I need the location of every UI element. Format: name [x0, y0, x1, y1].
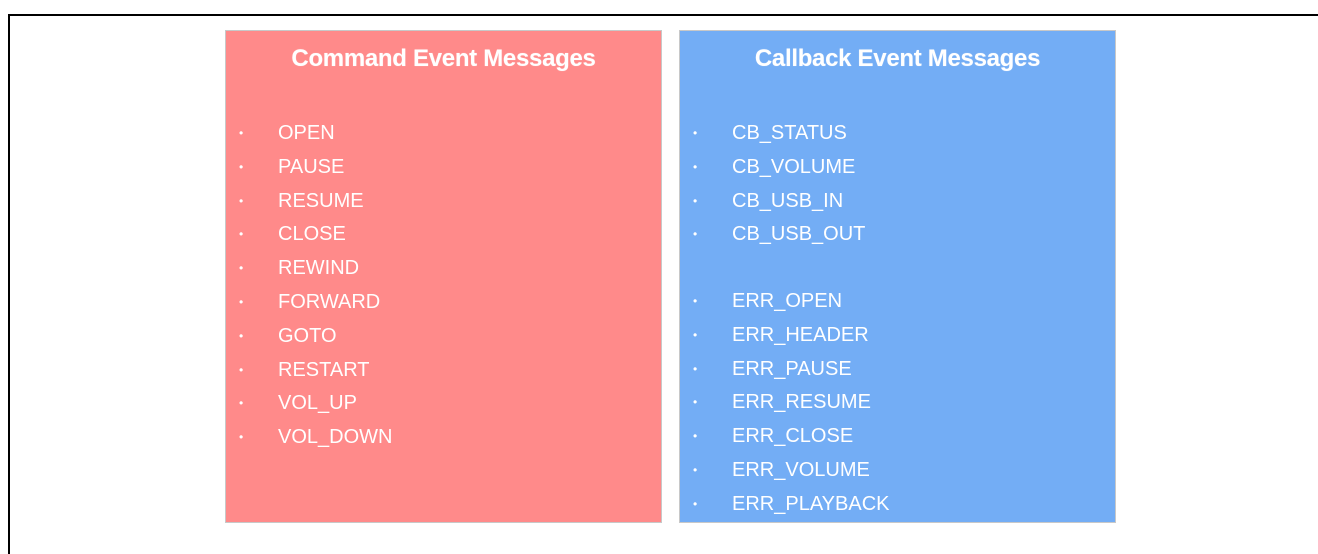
callback-event-panel: [679, 30, 1116, 523]
bullet-icon: •: [239, 261, 244, 276]
bullet-icon: •: [693, 429, 698, 444]
command-item-label: OPEN: [278, 122, 335, 144]
error-item-label: ERR_PLAYBACK: [732, 492, 890, 515]
command-item-label: VOL_UP: [278, 392, 357, 415]
error-item-label: ERR_RESUME: [732, 391, 871, 414]
command-item-label: RESUME: [278, 189, 364, 212]
bullet-icon: •: [693, 496, 698, 511]
error-item-label: ERR_PAUSE: [732, 357, 852, 380]
command-event-panel: [225, 30, 662, 523]
command-item-label: RESTART: [278, 358, 370, 381]
callback-panel-title: Callback Event Messages: [754, 45, 1041, 72]
bullet-icon: •: [693, 327, 698, 342]
command-item-label: FORWARD: [278, 290, 381, 313]
bullet-icon: •: [239, 430, 244, 445]
error-item-label: ERR_HEADER: [732, 323, 869, 346]
bullet-icon: •: [239, 193, 244, 208]
bullet-icon: •: [239, 294, 244, 309]
bullet-icon: •: [239, 362, 244, 377]
command-item-label: GOTO: [278, 324, 337, 347]
command-item-label: REWIND: [278, 257, 360, 280]
bullet-icon: •: [239, 396, 244, 411]
command-item-label: CLOSE: [278, 223, 346, 246]
error-item-label: ERR_CLOSE: [732, 425, 854, 448]
bullet-icon: •: [693, 361, 698, 376]
bullet-icon: •: [239, 227, 244, 242]
bullet-icon: •: [239, 159, 244, 174]
bullet-icon: •: [239, 126, 244, 140]
bullet-icon: •: [693, 395, 698, 410]
callback-item-label: CB_USB_IN: [732, 189, 844, 212]
bullet-icon: •: [693, 193, 698, 208]
callback-item-label: CB_USB_OUT: [732, 223, 866, 246]
callback-item-label: CB_VOLUME: [732, 155, 856, 178]
figure-frame: [8, 14, 1318, 554]
command-panel-title: Command Event Messages: [291, 45, 596, 72]
command-item-label: VOL_DOWN: [278, 426, 393, 449]
error-item-label: ERR_OPEN: [732, 290, 843, 312]
callback-item-label: CB_STATUS: [732, 122, 847, 144]
command-item-label: PAUSE: [278, 155, 345, 178]
bullet-icon: •: [239, 328, 244, 343]
bullet-icon: •: [693, 294, 698, 308]
bullet-icon: •: [693, 159, 698, 174]
error-item-label: ERR_VOLUME: [732, 458, 870, 481]
bullet-icon: •: [693, 462, 698, 477]
bullet-icon: •: [693, 227, 698, 242]
bullet-icon: •: [693, 126, 698, 140]
